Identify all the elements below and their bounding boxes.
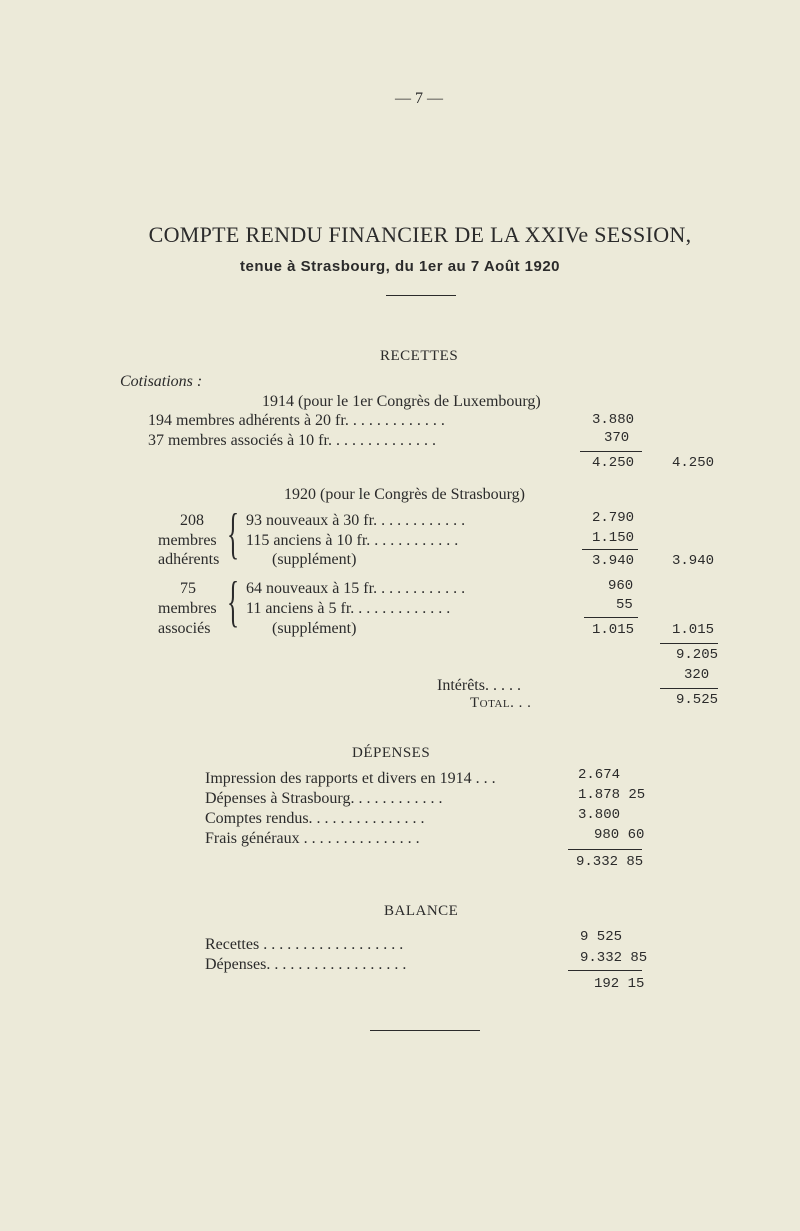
adherents-label: adhérents	[158, 551, 220, 568]
cotisations-label: Cotisations :	[120, 373, 203, 390]
page-title: COMPTE RENDU FINANCIER DE LA XXIVe SESSION,	[148, 222, 692, 247]
adherents-line-2: 115 anciens à 10 fr. . . . . . . . . . . .	[246, 532, 459, 549]
adherents-count: 208	[180, 512, 204, 529]
balance-depenses-label: Dépenses. . . . . . . . . . . . . . . . . .	[205, 956, 407, 973]
adherents-amount-2: 1.150	[592, 530, 635, 546]
associes-total: 1.015	[672, 622, 715, 638]
sum-rule	[660, 643, 718, 644]
depense-line-4: Frais généraux . . . . . . . . . . . . . . .	[205, 830, 420, 847]
block-1920-heading: 1920 (pour le Congrès de Strasbourg)	[284, 486, 525, 503]
associes-line-2: 11 anciens à 5 fr. . . . . . . . . . . . .	[246, 600, 451, 617]
balance-recettes-amount: 9 525	[580, 929, 623, 945]
interets-amount: 320	[684, 667, 710, 683]
adherents-membres: membres	[158, 532, 217, 549]
balance-rule	[568, 970, 642, 971]
depense-amount-1: 2.674	[578, 767, 621, 783]
associes-membres: membres	[158, 600, 217, 617]
adherents-rule	[582, 549, 638, 550]
recettes-sum: 9.205	[676, 647, 719, 663]
block-1914-heading: 1914 (pour le 1er Congrès de Luxembourg)	[262, 393, 541, 410]
page-subtitle: tenue à Strasbourg, du 1er au 7 Août 1920	[239, 258, 561, 275]
block-1914-line-2: 37 membres associés à 10 fr. . . . . . . . . . . . . .	[148, 432, 436, 449]
block-1914-amount-1: 3.880	[592, 412, 635, 428]
page-number: — 7 —	[395, 90, 443, 107]
associes-amount-2: 55	[616, 597, 633, 613]
balance-result: 192 15	[594, 976, 645, 992]
interets-label: Intérêts. . . . .	[437, 677, 521, 694]
block-1914-amount-2: 370	[604, 430, 630, 446]
associes-label: associés	[158, 620, 211, 637]
associes-brace-icon: {	[227, 571, 240, 633]
depense-line-1: Impression des rapports et divers en 1914 . . .	[205, 770, 496, 787]
block-1914-rule	[580, 451, 642, 452]
adherents-line-1: 93 nouveaux à 30 fr. . . . . . . . . . . .	[246, 512, 466, 529]
associes-amount-1: 960	[608, 578, 634, 594]
adherents-brace-icon: {	[227, 503, 240, 565]
total-label: Total. . .	[470, 695, 532, 711]
title-divider	[386, 295, 456, 296]
depense-amount-3: 3.800	[578, 807, 621, 823]
depenses-total: 9.332 85	[576, 854, 644, 870]
adherents-line-3: (supplément)	[272, 551, 357, 568]
depense-line-2: Dépenses à Strasbourg. . . . . . . . . . . .	[205, 790, 443, 807]
associes-line-3: (supplément)	[272, 620, 357, 637]
associes-rule	[584, 617, 638, 618]
depenses-rule	[568, 849, 642, 850]
balance-depenses-amount: 9.332 85	[580, 950, 648, 966]
block-1914-subtotal: 4.250	[592, 455, 635, 471]
associes-count: 75	[180, 580, 196, 597]
associes-subtotal: 1.015	[592, 622, 635, 638]
block-1914-total: 4.250	[672, 455, 715, 471]
adherents-amount-1: 2.790	[592, 510, 635, 526]
total-rule	[660, 688, 718, 689]
depense-line-3: Comptes rendus. . . . . . . . . . . . . . .	[205, 810, 425, 827]
adherents-total: 3.940	[672, 553, 715, 569]
depense-amount-2: 1.878 25	[578, 787, 646, 803]
depenses-heading: DÉPENSES	[352, 745, 431, 761]
adherents-subtotal: 3.940	[592, 553, 635, 569]
associes-line-1: 64 nouveaux à 15 fr. . . . . . . . . . . .	[246, 580, 466, 597]
block-1914-line-1: 194 membres adhérents à 20 fr. . . . . . . . . . . . .	[148, 412, 445, 429]
balance-heading: BALANCE	[384, 903, 459, 919]
closing-divider	[370, 1030, 480, 1031]
recettes-total: 9.525	[676, 692, 719, 708]
depense-amount-4: 980 60	[594, 827, 645, 843]
recettes-heading: RECETTES	[380, 348, 459, 364]
balance-recettes-label: Recettes . . . . . . . . . . . . . . . . . .	[205, 936, 404, 953]
